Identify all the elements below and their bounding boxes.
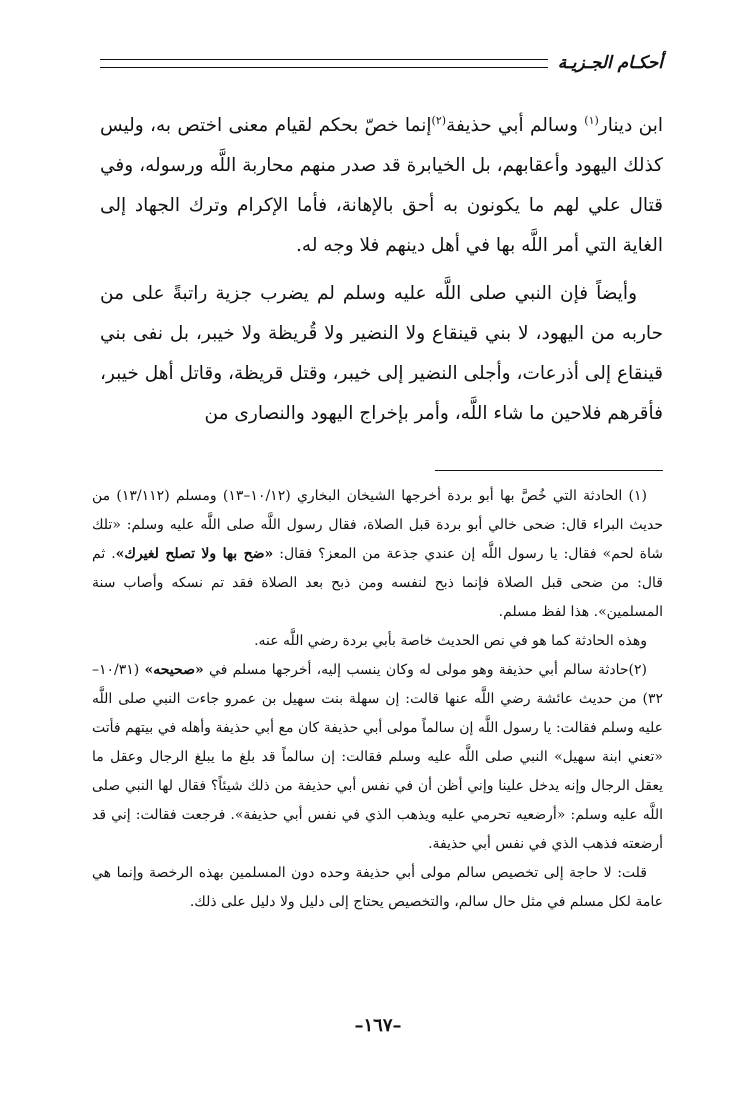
p1-text-b: وسالم أبي حذيفة — [446, 115, 585, 136]
fn2-text-a: (٢)حادثة سالم أبي حذيفة وهو مولى له وكان ينسب إليه، أخرجها مسلم في — [203, 662, 647, 678]
footnote-ref-1[interactable]: (١) — [584, 113, 599, 127]
header-double-rule — [100, 59, 548, 68]
p1-text-c: إنما خصّ بحكم لقيام معنى اختص به، وليس كذلك اليهود وأعقابهم، بل الخيابرة قد صدر منهم محاربة اللَّه ورسوله، وفي قتال علي لهم ما يكونون به أحق بالإهانة، فأما الإكرام وترك الجهاد إلى الغاية التي أمر اللَّه بها في أهل دينهم فلا وجه له. — [100, 115, 663, 256]
footnote-1 — [92, 482, 663, 627]
header-title: أحكـام الجـزيـة — [557, 53, 663, 73]
footnote-1-note: وهذه الحادثة كما هو في نص الحديث خاصة بأبي بردة رضي اللَّه عنه. — [254, 633, 647, 649]
fn1-text-b: . ثم قال: من ضحى قبل الصلاة فإنما ذبح لنفسه ومن ذبح بعد الصلاة فقد تم نسكه وأصاب سنة المسلمين». هذا لفظ مسلم. — [92, 546, 663, 620]
footnote-2 — [92, 656, 663, 859]
running-header — [100, 50, 663, 76]
footnote-ref-2[interactable]: (٢) — [431, 113, 447, 127]
footnote-separator — [435, 470, 663, 471]
footnote-2-note: قلت: لا حاجة إلى تخصيص سالم مولى أبي حذيفة وحده دون المسلمين بهذه الرخصة وإنما هي عامة لكل مسلم في مثل حال سالم، والتخصيص يحتاج إلى دليل ولا دليل على ذلك. — [92, 865, 663, 910]
page-number: –١٦٧– — [354, 1015, 402, 1036]
fn2-text-b: (١٠/٣١–٣٢) من حديث عائشة رضي اللَّه عنها قالت: إن سهلة بنت سهيل بن عمرو جاءت النبي صلى اللَّه عليه وسلم فقالت: يا رسول اللَّه إن سالماً مولى أبي حذيفة كان مع أبي حذيفة وأهله في بيتهم فأتت «تعني ابنة سهيل» النبي صلى اللَّه عليه وسلم فقالت: إن سالماً قد بلغ ما يبلغ الرجال وعقل ما يعقل الرجال وإنه يدخل علينا وإني أظن أن في نفس أبي حذيفة من ذلك شيئاً؟ فقال لها النبي صلى اللَّه عليه وسلم: «أرضعيه تحرمي عليه ويذهب الذي في نفس أبي حذيفة». فرجعت فقالت: إني قد أرضعته فذهب الذي في نفس أبي حذيفة. — [92, 662, 663, 852]
paragraph-1 — [100, 106, 663, 266]
fn2-source: «صحيحه» — [144, 662, 204, 678]
paragraph-2: وأيضاً فإن النبي صلى اللَّه عليه وسلم لم يضرب جزية راتبةً على من حاربه من اليهود، لا بني قينقاع ولا النضير ولا قُريظة ولا خيبر، بل نفى بني قينقاع إلى أذرعات، وأجلى النضير إلى خيبر، وقتل قريظة، وقاتل أهل خيبر، فأقرهم فلاحين ما شاء اللَّه، وأمر بإخراج اليهود والنصارى من — [100, 283, 663, 424]
main-text — [100, 106, 663, 434]
fn1-quote: «ضح بها ولا تصلح لغيرك» — [115, 546, 274, 562]
footnotes — [92, 482, 663, 917]
fn1-text-a: (١) الحادثة التي خُصَّ بها أبو بردة أخرجها الشيخان البخاري (١٠/١٢–١٣) ومسلم (١٣/١١٢) من حديث البراء قال: ضحى خالي أبو بردة قبل الصلاة، فقال رسول اللَّه صلى اللَّه عليه وسلم: «تلك شاة لحم» فقال: يا رسول اللَّه إن عندي جذعة من المعز؟ فقال: — [92, 488, 663, 562]
p1-text-a: ابن دينار — [598, 115, 663, 136]
